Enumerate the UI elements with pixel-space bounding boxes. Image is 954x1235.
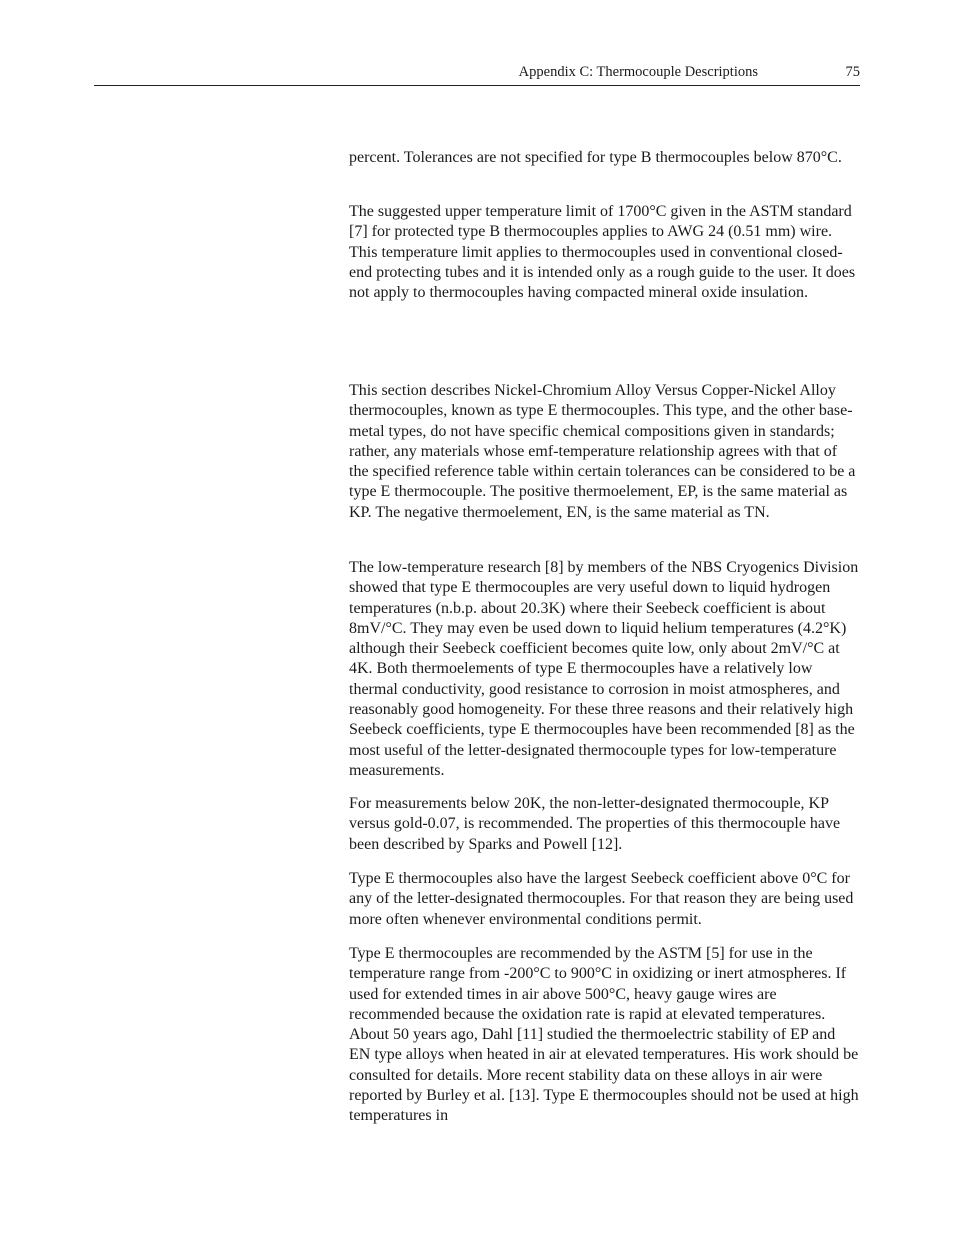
body-paragraph (349, 869, 859, 930)
body-paragraph (349, 558, 859, 781)
body-paragraph (349, 148, 859, 168)
paragraph-text: The suggested upper temperature limit of 1700°C given in the ASTM standard [7] for protected type B thermocouples applies to AWG 24 (0.51 mm) wire. This temperature limit applies to thermocouples used in conventional closed-end protecting tubes and it is intended only as a rough guide to the user. It does not apply to thermocouples having compacted mineral oxide insulation. (349, 203, 856, 302)
body-paragraph (349, 944, 859, 1127)
running-header (94, 64, 860, 86)
body-paragraph (349, 794, 859, 855)
body-paragraph (349, 381, 859, 523)
paragraph-text: Type E thermocouples are recommended by the ASTM [5] for use in the temperature range from -200°C to 900°C in oxidizing or inert atmospheres. If used for extended times in air above 500°C, heavy gauge wires are recommended because the oxidation rate is rapid at elevated temperatures. About 50 years ago, Dahl [11] studied the thermoelectric stability of EP and EN type alloys when heated in air at elevated temperatures. His work should be consulted for details. More recent stability data on these alloys in air were reported by Burley et al. [13]. Type E thermocouples should not be used at high temperatures in (349, 945, 859, 1125)
running-title: Appendix C: Thermocouple Descriptions (518, 64, 758, 80)
paragraph-text: Type E thermocouples also have the largest Seebeck coefficient above 0°C for any of the letter-designated thermocouples. For that reason they are being used more often whenever environmental conditions permit. (349, 870, 854, 928)
paragraph-text: This section describes Nickel-Chromium Alloy Versus Copper-Nickel Alloy thermocouples, known as type E thermocouples. This type, and the other base-metal types, do not have specific chemical compositions given in standards; rather, any materials whose emf-temperature relationship agrees with that of the specified reference table within certain tolerances can be considered to be a type E thermocouple. The positive thermoelement, EP, is the same material as KP. The negative thermoelement, EN, is the same material as TN. (349, 382, 856, 521)
paragraph-text: percent. Tolerances are not specified for type B thermocouples below 870°C. (349, 149, 842, 166)
paragraph-text: For measurements below 20K, the non-letter-designated thermocouple, KP versus gold-0.07, is recommended. The properties of this thermocouple have been described by Sparks and Powell [12]. (349, 795, 841, 853)
body-paragraph (349, 202, 859, 303)
paragraph-text: The low-temperature research [8] by members of the NBS Cryogenics Division showed that type E thermocouples are very useful down to liquid hydrogen temperatures (n.b.p. about 20.3K) where their Seebeck coefficient is about 8mV/°C. They may even be used down to liquid helium temperatures (4.2°K) although their Seebeck coefficient becomes quite low, only about 2mV/°C at 4K. Both thermoelements of type E thermocouples have a relatively low thermal conductivity, good resistance to corrosion in moist atmospheres, and reasonably good homogeneity. For these three reasons and their relatively high Seebeck coefficients, type E thermocouples have been recommended [8] as the most useful of the letter-designated thermocouple types for low-temperature measurements. (349, 559, 859, 779)
page-number: 75 (845, 64, 860, 80)
